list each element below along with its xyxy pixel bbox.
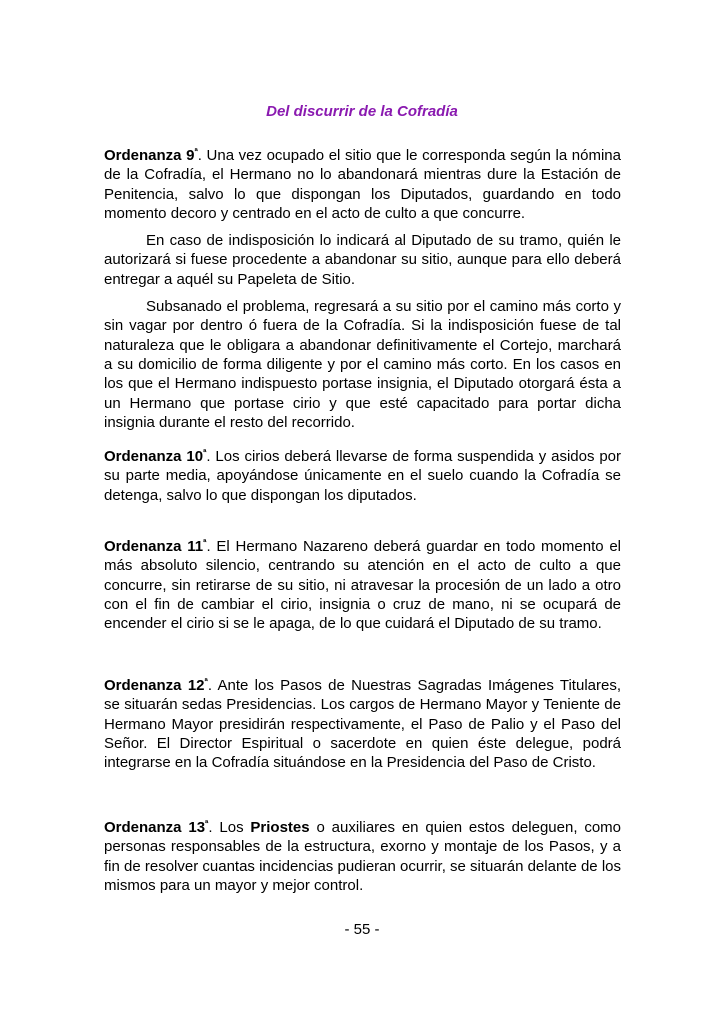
ordenanza-9-paragraph: Ordenanza $9^ª$. Una vez ocupado el sitio que le corresponda según la nómina de la Cofradía, el Hermano no lo abandonará mientras dure la Estación de Penitencia, salvo lo que dispongan los Diputados, guardando en todo momento decoro y centrado en el acto de culto a que concurre. [104, 146, 621, 222]
ordenanza-10-paragraph: Ordenanza $10^ª$. Los cirios deberá llevarse de forma suspendida y asidos por su parte media, apoyándose únicamente en el suelo cuando la Cofradía se detenga, salvo lo que dispongan los diputados. [104, 447, 621, 504]
ordenanza-12-paragraph: Ordenanza $12^ª$. Ante los Pasos de Nuestras Sagradas Imágenes Titulares, se situarán sedas Presidencias. Los cargos de Hermano Mayor y Teniente de Hermano Mayor presidirán respectivamente, el Paso de Palio y el Paso del Señor. El Director Espiritual o sacerdote en quien éste delegue, podrá integrarse en la Cofradía situándose en la Presidencia del Paso de Cristo. [104, 676, 621, 772]
ordenanza-11-label: Ordenanza $11^ª$ [104, 537, 207, 555]
ordenanza-12-label: Ordenanza $12^ª$ [104, 676, 208, 694]
ordenanza-11-paragraph: Ordenanza $11^ª$. El Hermano Nazareno deberá guardar en todo momento el más absoluto silencio, centrando su atención en el acto de culto a que concurre, sin retirarse de su sitio, ni atravesar la procesión de un lado a otro con el fin de cambiar el cirio, insignia o cruz de mano, ni se ocupará de encender el cirio si se le apaga, de lo que cuidará el Diputado de su tramo. [104, 537, 622, 633]
ordenanza-10-label: Ordenanza $10^ª$ [104, 447, 207, 465]
ordenanza-12-block [104, 676, 621, 772]
ordenanza-10-block [104, 447, 621, 505]
ordenanza-9-label: Ordenanza $9^ª$ [104, 146, 198, 164]
section-title: Del discurrir de la Cofradía [266, 103, 458, 120]
ordenanza-13-paragraph: Ordenanza $13^ª$. Los Priostes o auxiliares en quien estos deleguen, como personas responsables de la estructura, exorno y montaje de los Pasos, y a fin de resolver cuantas incidencias pudieran ocurrir, se situarán delante de los mismos para un mayor y mejor control. [104, 818, 621, 894]
ordenanza-13-block [104, 818, 621, 895]
ordenanza-9-block [104, 146, 621, 432]
priostes-emphasis: Priostes [250, 819, 310, 836]
ordenanza-13-label: Ordenanza $13^ª$ [104, 818, 209, 836]
page-number: - 55 - [344, 921, 380, 938]
ordenanza-9-paragraph-subsanado: Subsanado el problema, regresará a su sitio por el camino más corto y sin vagar por dentro ó fuera de la Cofradía. Si la indisposición fuese de tal naturaleza que le obligara a abandonar definitivamente el Cortejo, marchará a su domicilio de forma diligente y por el camino más corto. En los casos en los que el Hermano indispuesto portase insignia, el Diputado otorgará ésta a un Hermano que portase cirio y que esté capacitado para portar dicha insignia durante el resto del recorrido. [104, 298, 621, 431]
ordenanza-9-paragraph-indisposicion: En caso de indisposición lo indicará al Diputado de su tramo, quién le autorizará si fuese procedente a abandonar su sitio, aunque para ello deberá entregar a aquél su Papeleta de Sitio. [104, 232, 621, 288]
ordenanza-11-block [104, 537, 621, 633]
